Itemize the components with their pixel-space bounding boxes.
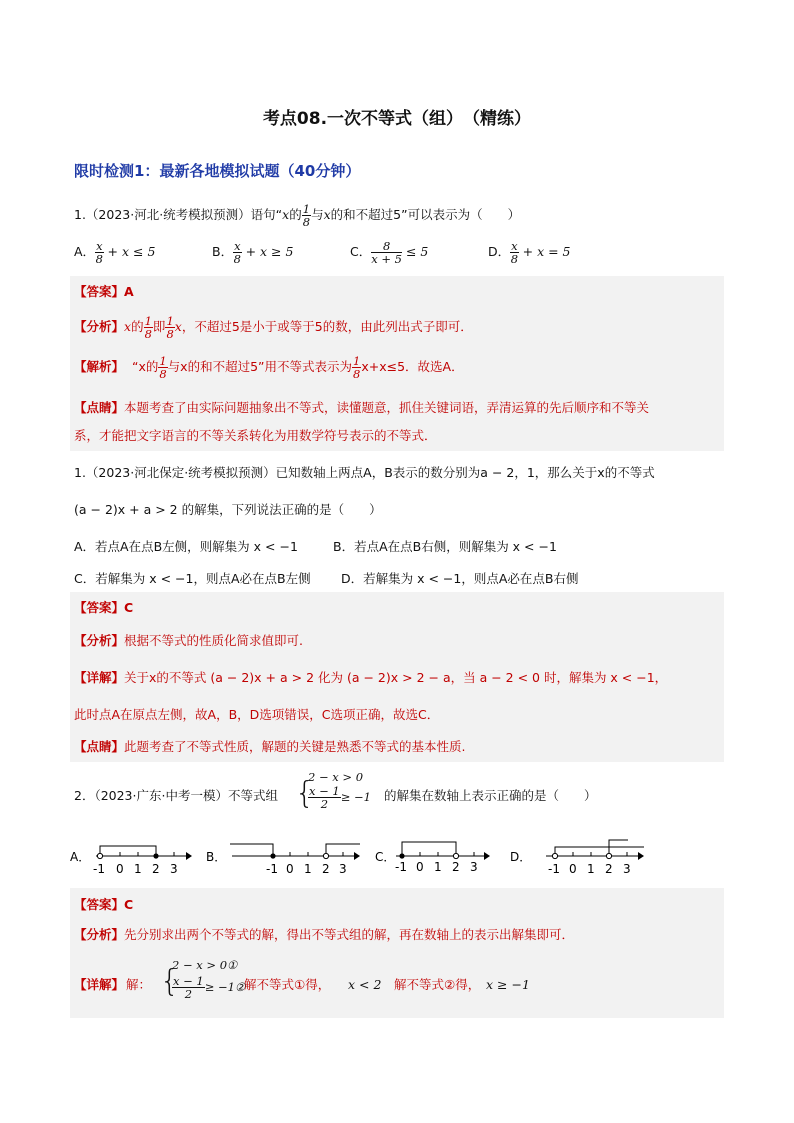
- svg-text:0: 0: [416, 860, 424, 874]
- svg-text:3: 3: [470, 860, 478, 874]
- q1-solution: 【解析】 “x的 $\frac{1}{8}$ 与x的和不超过5”用不等式表示为 $\frac{1}{8}$ x+x≤5．故选A．: [74, 354, 464, 381]
- svg-text:2: 2: [452, 860, 460, 874]
- q1-comment-line1: 【点睛】本题考查了由实际问题抽象出不等式，读懂题意，抓住关键词语，弄清运算的先后顺序和不等关: [74, 400, 650, 415]
- svg-text:3: 3: [623, 862, 631, 876]
- svg-text:1: 1: [434, 860, 442, 874]
- svg-text:-1: -1: [93, 862, 105, 876]
- q3-option-a[interactable]: [70, 846, 192, 876]
- svg-text:D．: D．: [510, 850, 532, 864]
- q1-option-a[interactable]: A． $\frac{x}{8}$ + x ≤ 5: [74, 239, 156, 266]
- q3-option-c[interactable]: [375, 842, 490, 874]
- q3-analysis: 【分析】先分别求出两个不等式的解，得出不等式组的解，再在数轴上的表示出解集即可．: [74, 927, 575, 942]
- svg-text:-1: -1: [395, 860, 407, 874]
- q2-stem-line2: (a − 2)x + a > 2 的解集，下列说法正确的是（ ）: [74, 502, 382, 517]
- q1-stem: 1.（2023·河北·统考模拟预测）语句“x的 $\frac{1}{8}$ 与x的和不超过5”可以表示为（ ）: [74, 202, 521, 229]
- svg-text:2: 2: [152, 862, 160, 876]
- svg-text:0: 0: [286, 862, 294, 876]
- q1-option-d[interactable]: D． $\frac{x}{8}$ + x = 5: [488, 239, 571, 266]
- q1-analysis: 【分析】x的 $\frac{1}{8}$ 即 $\frac{1}{8}$ x，不超过5是小于或等于5的数，由此列出式子即可．: [74, 314, 473, 341]
- svg-text:1: 1: [587, 862, 595, 876]
- q2-option-a[interactable]: A．若点A在点B左侧，则解集为 x < −1: [74, 539, 298, 554]
- q1-option-b[interactable]: B． $\frac{x}{8}$ + x ≥ 5: [212, 239, 294, 266]
- q2-detail-line2: 此时点A在原点左侧，故A，B，D选项错误，C选项正确，故选C．: [74, 707, 440, 722]
- q2-answer: 【答案】C: [74, 600, 134, 615]
- q2-stem-line1: 1.（2023·河北保定·统考模拟预测）已知数轴上两点A，B表示的数分别为a − 2，1，那么关于x的不等式: [74, 465, 655, 480]
- svg-text:-1: -1: [266, 862, 278, 876]
- q2-comment: 【点睛】此题考查了不等式性质，解题的关键是熟悉不等式的基本性质.: [74, 739, 466, 754]
- q2-option-b[interactable]: B．若点A在点B右侧，则解集为 x < −1: [333, 539, 557, 554]
- q2-option-c[interactable]: C．若解集为 x < −1，则点A必在点B左侧: [74, 571, 311, 586]
- svg-text:B．: B．: [206, 850, 227, 864]
- q3-answer: 【答案】C: [74, 897, 134, 912]
- page-title: 考点08.一次不等式（组） （精练）: [262, 109, 532, 129]
- q1-comment-line2: 系，才能把文字语言的不等关系转化为用数学符号表示的不等式．: [74, 428, 437, 443]
- svg-text:2: 2: [605, 862, 613, 876]
- q3-option-b[interactable]: [206, 844, 360, 876]
- svg-text:0: 0: [116, 862, 124, 876]
- q3-option-d[interactable]: [510, 840, 644, 876]
- q2-analysis: 【分析】根据不等式的性质化简求值即可.: [74, 633, 303, 648]
- svg-text:1: 1: [304, 862, 312, 876]
- svg-text:3: 3: [170, 862, 178, 876]
- q2-detail-line1: 【详解】关于x的不等式 (a − 2)x + a > 2 化为 (a − 2)x > 2 − a，当 a − 2 < 0 时，解集为 x < −1，: [74, 670, 668, 685]
- svg-text:-1: -1: [548, 862, 560, 876]
- svg-text:1: 1: [134, 862, 142, 876]
- svg-text:3: 3: [339, 862, 347, 876]
- section-heading: 限时检测1：最新各地模拟试题（40分钟）: [74, 162, 361, 180]
- q3-brace: {: [295, 776, 315, 811]
- svg-text:C．: C．: [375, 850, 396, 864]
- svg-text:0: 0: [569, 862, 577, 876]
- q2-option-d[interactable]: D．若解集为 x < −1，则点A必在点B右侧: [341, 571, 579, 586]
- svg-text:A．: A．: [70, 850, 91, 864]
- q1-option-c[interactable]: C． $\frac{8}{x + 5}$ ≤ 5: [350, 239, 429, 266]
- q1-answer: 【答案】A: [74, 284, 134, 299]
- q3-number-lines: [70, 836, 710, 878]
- svg-text:2: 2: [322, 862, 330, 876]
- q3-detail: 【详解】 解： { 2 − x > 0① $\frac{x - 1}{2}$ ≥ −1② 解不等式①得， x < 2 解不等式②得， x ≥ −1: [74, 958, 530, 1001]
